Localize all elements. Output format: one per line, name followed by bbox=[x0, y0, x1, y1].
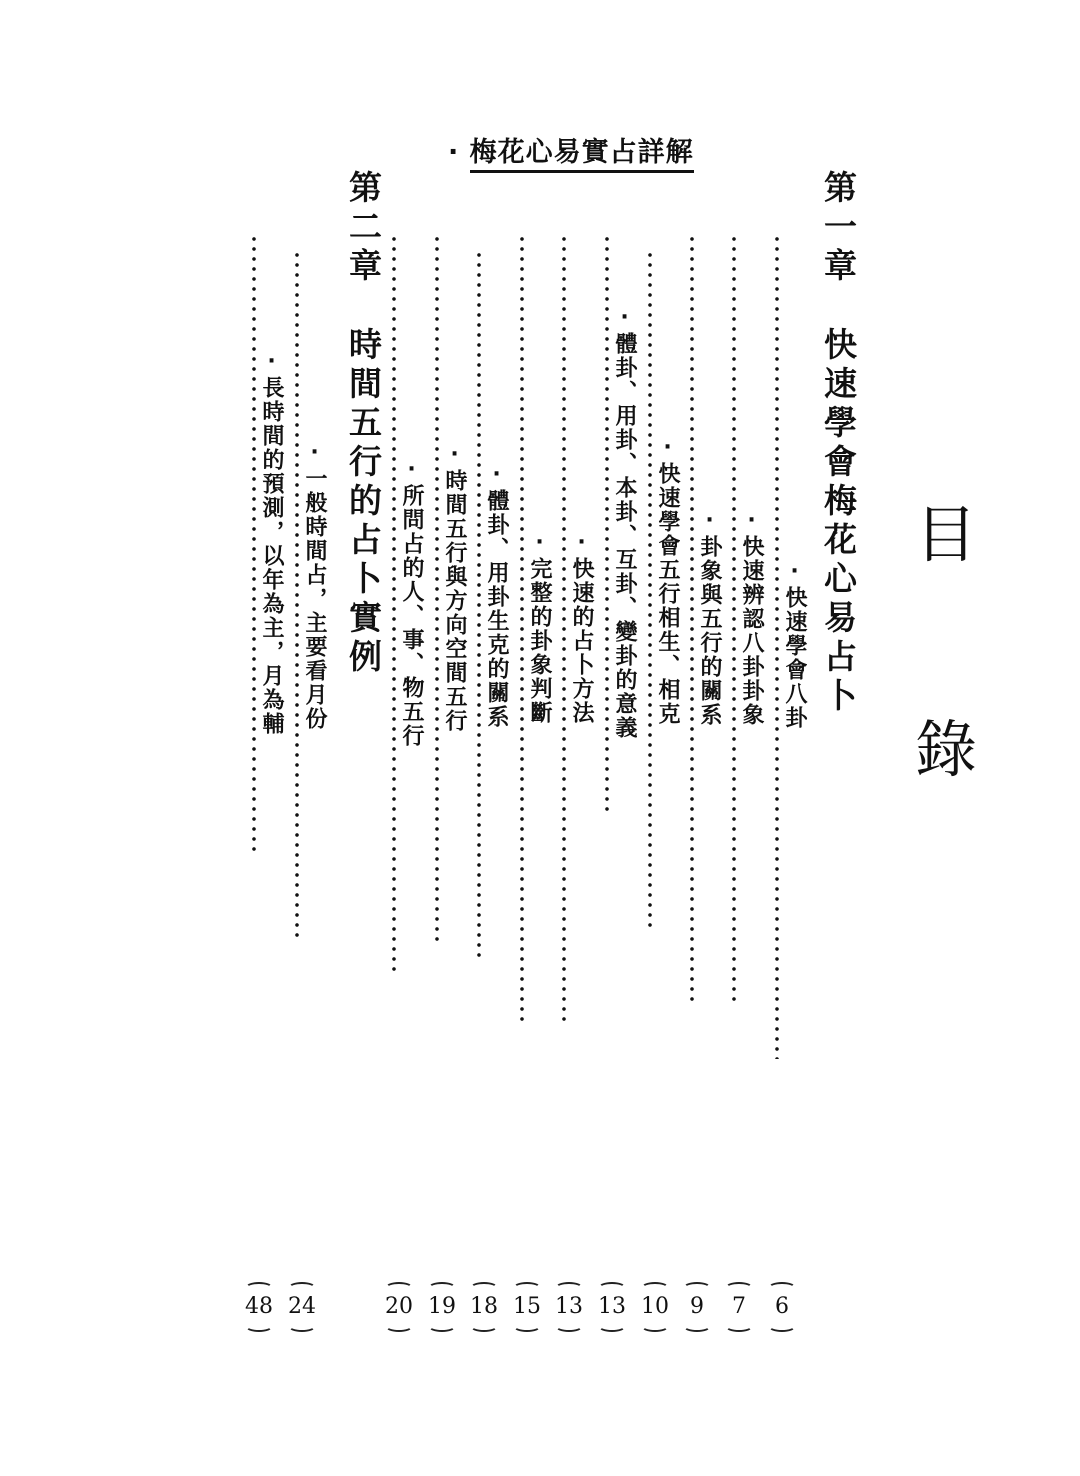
leader-dots bbox=[295, 250, 299, 940]
page-number: 15 bbox=[507, 1282, 547, 1332]
toc-entry[interactable]: ·卦象與五行的關系 bbox=[690, 230, 725, 1004]
leader-dots bbox=[690, 234, 694, 1004]
page-number: 48 bbox=[239, 1282, 279, 1332]
chapter-2-heading bbox=[340, 170, 387, 678]
leader-dots bbox=[605, 234, 609, 814]
chapter-2-label: 第二章 bbox=[344, 170, 383, 287]
chapter-2-title: 時間五行的占卜實例 bbox=[344, 327, 383, 678]
page-number: 19 bbox=[422, 1282, 462, 1332]
leader-dots bbox=[562, 234, 566, 1024]
page-number: 13 bbox=[592, 1282, 632, 1332]
chapter-1-label: 第一章 bbox=[819, 170, 858, 287]
leader-dots bbox=[520, 234, 524, 1024]
toc-entry[interactable]: ·所問占的人、事、物五行 bbox=[392, 230, 427, 974]
running-header bbox=[448, 130, 694, 169]
page-number: 9 bbox=[677, 1282, 717, 1332]
heading-lu: 錄 bbox=[915, 713, 978, 786]
toc-entry[interactable]: ·時間五行與方向空間五行 bbox=[435, 230, 470, 944]
header-bullet: · bbox=[448, 137, 460, 168]
toc-entry[interactable]: ·長時間的預測，以年為主，月為輔 bbox=[252, 230, 287, 854]
book-title: 梅花心易實占詳解 bbox=[470, 137, 694, 173]
leader-dots bbox=[392, 234, 396, 974]
page-number: 13 bbox=[549, 1282, 589, 1332]
page-number: 24 bbox=[282, 1282, 322, 1332]
leader-dots bbox=[648, 250, 652, 930]
leader-dots bbox=[435, 234, 439, 944]
heading-mu: 目 bbox=[915, 498, 978, 571]
page-number: 18 bbox=[464, 1282, 504, 1332]
toc-entry[interactable]: ·體卦、用卦、本卦、互卦、變卦的意義 bbox=[605, 230, 640, 814]
page-number: 20 bbox=[379, 1282, 419, 1332]
toc-entry[interactable]: ·快速辨認八卦卦象 bbox=[732, 230, 767, 1004]
page-number: 6 bbox=[762, 1282, 802, 1332]
page-number: 10 bbox=[635, 1282, 675, 1332]
leader-dots bbox=[252, 234, 256, 854]
toc-entry[interactable]: ·快速學會八卦 bbox=[775, 230, 810, 1059]
leader-dots bbox=[732, 234, 736, 1004]
page-number: 7 bbox=[719, 1282, 759, 1332]
toc-entry[interactable]: ·快速的占卜方法 bbox=[562, 230, 597, 1024]
toc-entry[interactable]: ·一般時間占，主要看月份 bbox=[295, 230, 330, 940]
chapter-1-title: 快速學會梅花心易占卜 bbox=[819, 327, 858, 717]
leader-dots bbox=[775, 234, 779, 1059]
toc-entry[interactable]: ·體卦、用卦生克的關系 bbox=[477, 230, 512, 960]
toc-entry[interactable]: ·快速學會五行相生、相克 bbox=[648, 230, 683, 930]
leader-dots bbox=[477, 250, 481, 960]
chapter-1-heading bbox=[815, 170, 862, 717]
toc-entry[interactable]: ·完整的卦象判斷 bbox=[520, 230, 555, 1024]
